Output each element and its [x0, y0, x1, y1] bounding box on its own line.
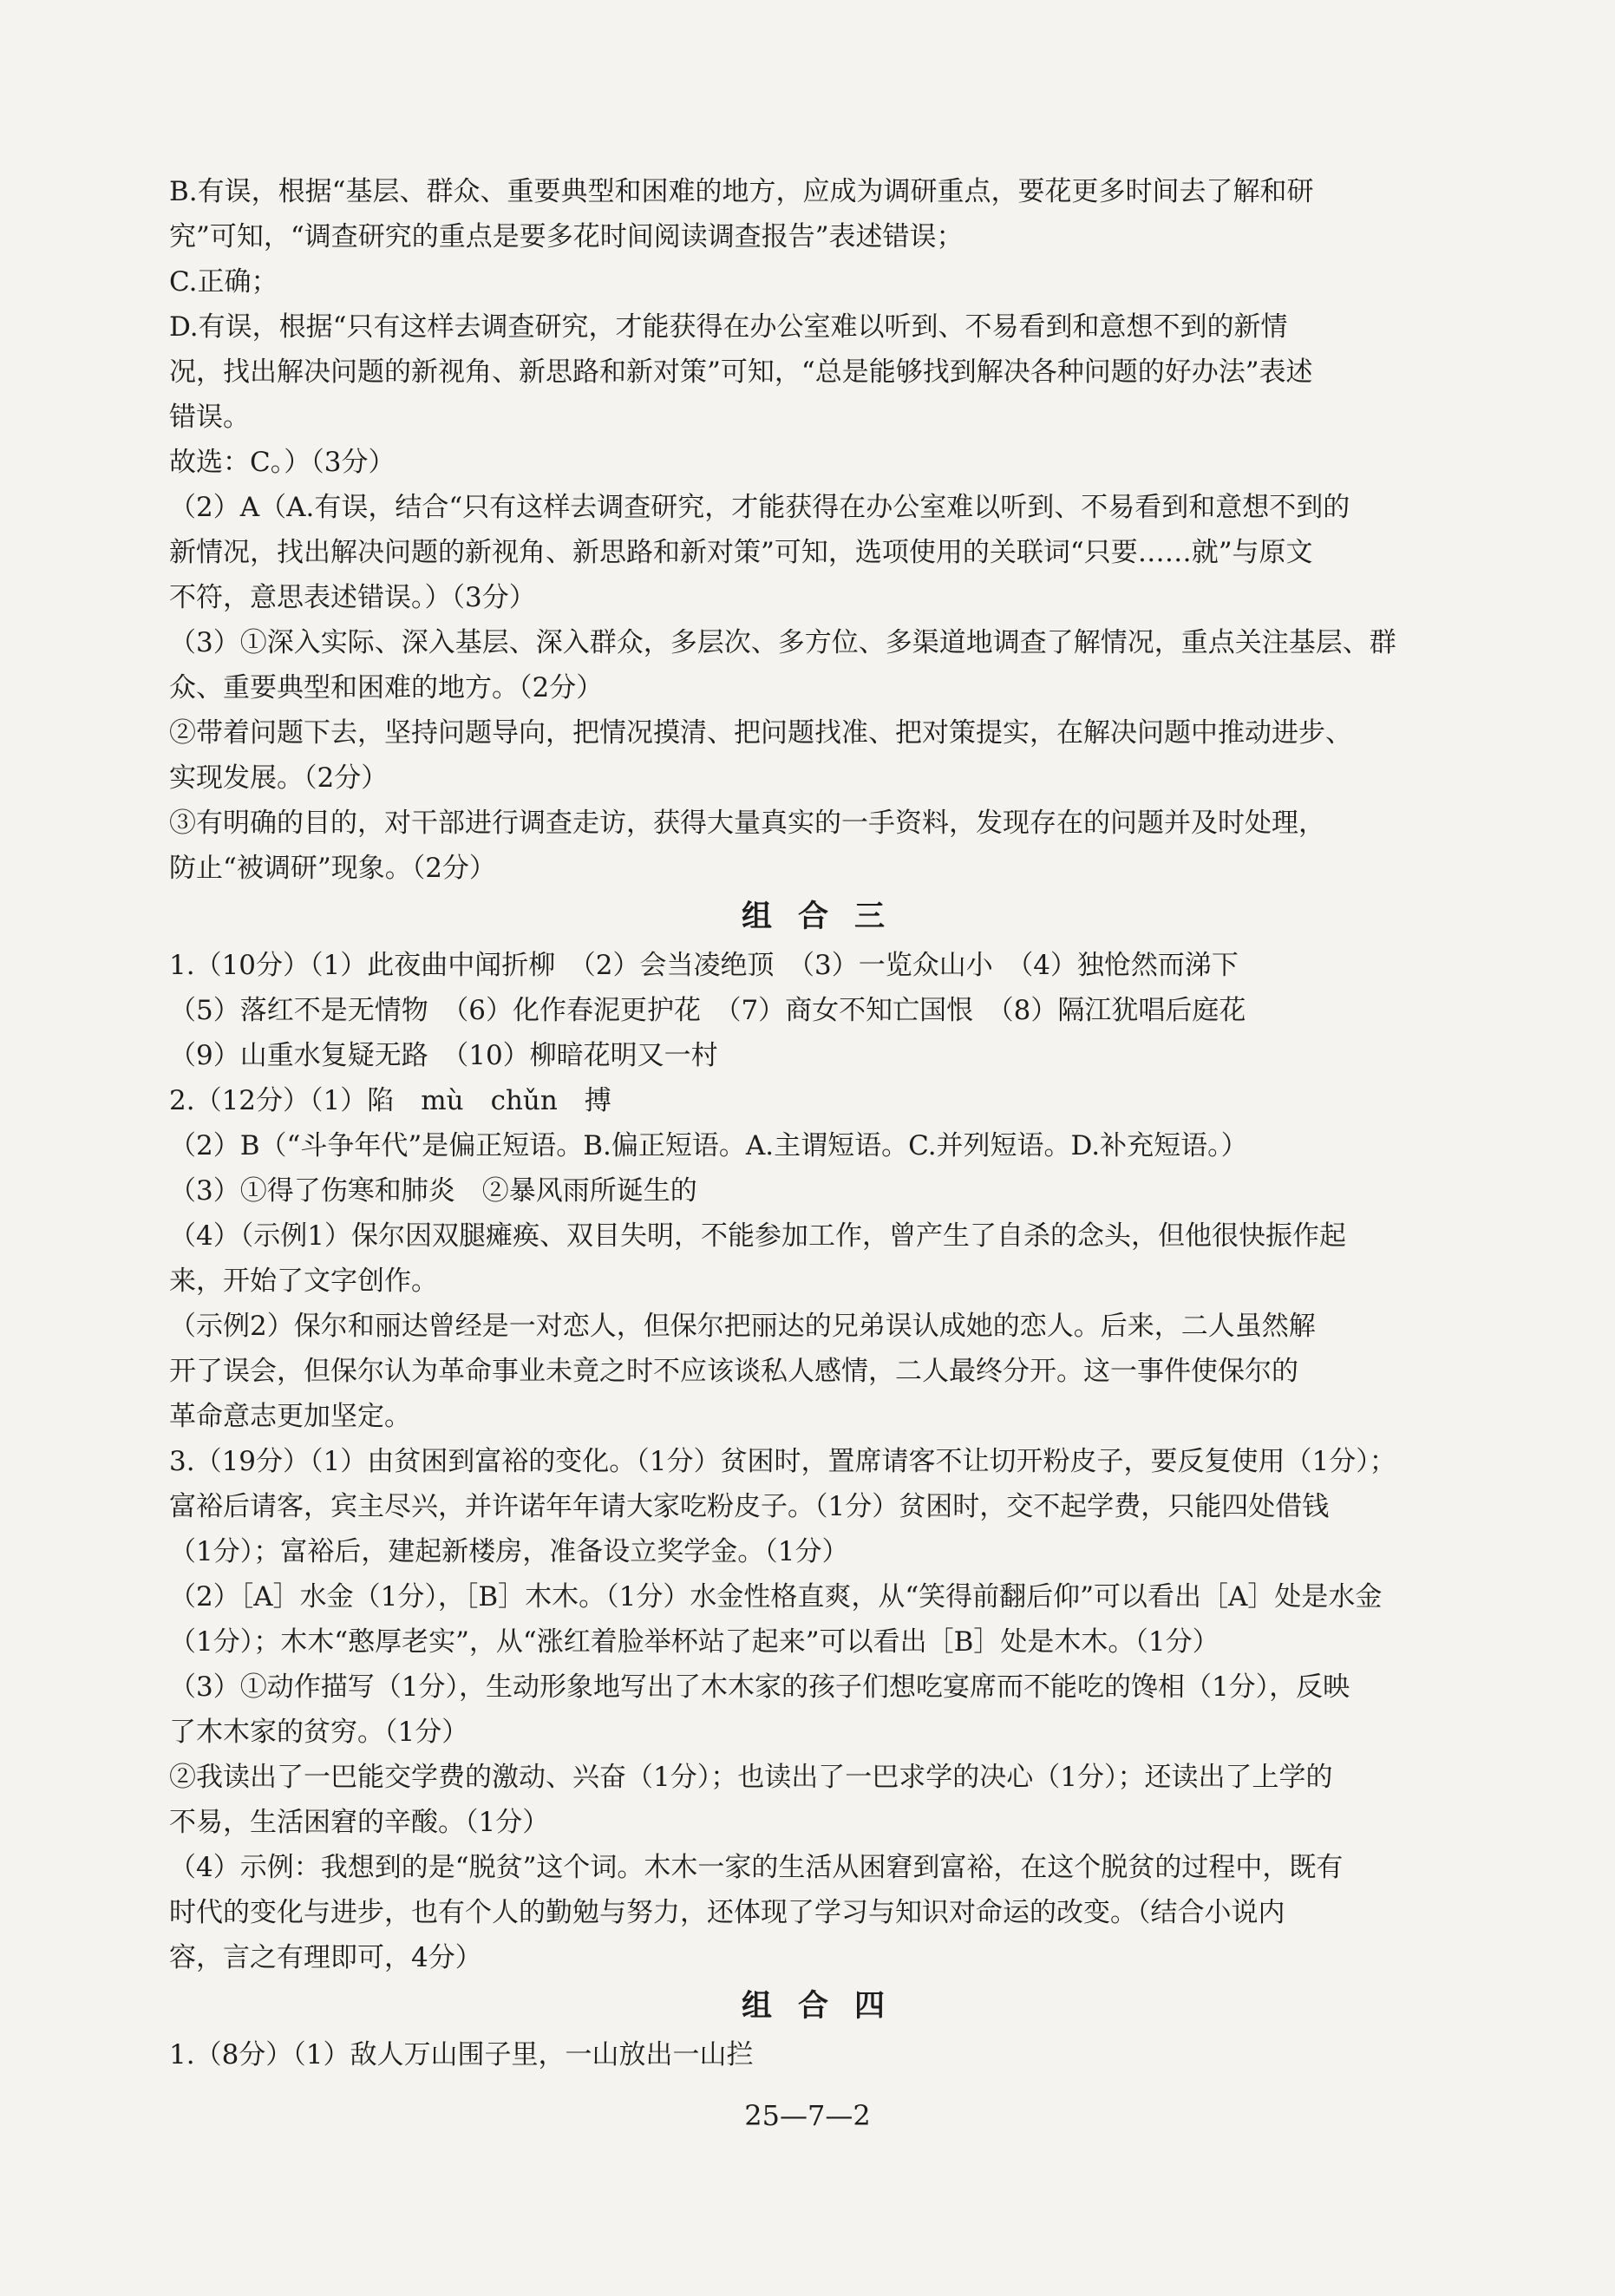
text-line: 3.（19分）（1）由贫困到富裕的变化。（1分）贫困时，置席请客不让切开粉皮子，要反复使用（1分）；: [169, 1446, 1396, 1477]
text-line: 错误。: [169, 402, 250, 433]
text-line: 了木木家的贫穷。（1分）: [169, 1717, 469, 1748]
page-number: 25—7—2: [744, 2099, 871, 2132]
text-line: ③有明确的目的，对干部进行调查走访，获得大量真实的一手资料，发现存在的问题并及时处理，: [169, 808, 1325, 839]
answer-content: [169, 169, 1483, 2077]
text-line: ②我读出了一巴能交学费的激动、兴奋（1分）；也读出了一巴求学的决心（1分）；还读出了上学的: [169, 1762, 1333, 1793]
text-line: 新情况，找出解决问题的新视角、新思路和新对策”可知，选项使用的关联词“只要……就”与原文: [169, 537, 1313, 568]
text-line: （9）山重水复疑无路 （10）柳暗花明又一村: [169, 1040, 718, 1071]
text-line: （示例2）保尔和丽达曾经是一对恋人，但保尔把丽达的兄弟误认成她的恋人。后来，二人虽然解: [169, 1311, 1316, 1342]
text-line: 究”可知，“调查研究的重点是要多花时间阅读调查报告”表述错误；: [169, 221, 964, 252]
section-heading-4: 组合四: [741, 1989, 911, 2024]
section-3: [169, 943, 1483, 1980]
text-line: 不符，意思表述错误。）（3分）: [169, 582, 536, 613]
text-line: （2）B（“斗争年代”是偏正短语。B.偏正短语。A.主谓短语。C.并列短语。D.补充短语。）: [169, 1130, 1248, 1161]
text-line: 况，找出解决问题的新视角、新思路和新对策”可知，“总是能够找到解决各种问题的好办法”表述: [169, 357, 1313, 388]
text-line: 1.（10分）（1）此夜曲中闻折柳 （2）会当凌绝顶 （3）一览众山小 （4）独怆然而涕下: [169, 950, 1239, 981]
text-line: 来，开始了文字创作。: [169, 1266, 438, 1297]
text-line: B.有误，根据“基层、群众、重要典型和困难的地方，应成为调研重点，要花更多时间去了解和研: [169, 176, 1314, 207]
section-2-continuation: [169, 169, 1483, 891]
section-heading-3: 组合三: [741, 899, 911, 934]
text-line: （4）（示例1）保尔因双腿瘫痪、双目失明，不能参加工作，曾产生了自杀的念头，但他很快振作起: [169, 1220, 1346, 1252]
text-line: 容，言之有理即可，4分）: [169, 1942, 482, 1973]
section-4: [169, 2032, 1483, 2077]
text-line: 实现发展。（2分）: [169, 762, 389, 794]
text-line: ②带着问题下去，坚持问题导向，把情况摸清、把问题找准、把对策提实，在解决问题中推动进步、: [169, 717, 1352, 749]
text-line: （3）①深入实际、深入基层、深入群众，多层次、多方位、多渠道地调查了解情况，重点关注基层、群: [169, 627, 1396, 658]
text-line: （2）A（A.有误，结合“只有这样去调查研究，才能获得在办公室难以听到、不易看到和意想不到的: [169, 492, 1350, 523]
text-line: 不易，生活困窘的辛酸。（1分）: [169, 1807, 550, 1838]
text-line: （2）［A］水金（1分），［B］木木。（1分）水金性格直爽，从“笑得前翻后仰”可以看出［A］处是水金: [169, 1581, 1383, 1612]
text-line: 众、重要典型和困难的地方。（2分）: [169, 672, 604, 703]
text-line: （1分）；富裕后，建起新楼房，准备设立奖学金。（1分）: [169, 1536, 849, 1567]
text-line: 革命意志更加坚定。: [169, 1401, 411, 1432]
text-line: （3）①动作描写（1分），生动形象地写出了木木家的孩子们想吃宴席而不能吃的馋相（1分），反映: [169, 1671, 1350, 1703]
text-line: （1分）；木木“憨厚老实”，从“涨红着脸举杯站了起来”可以看出［B］处是木木。（1分）: [169, 1626, 1219, 1658]
text-line: C.正确；: [169, 266, 278, 298]
text-line: 开了误会，但保尔认为革命事业未竟之时不应该谈私人感情，二人最终分开。这一事件使保尔的: [169, 1356, 1298, 1387]
text-line: 富裕后请客，宾主尽兴，并许诺年年请大家吃粉皮子。（1分）贫困时，交不起学费，只能四处借钱: [169, 1491, 1330, 1522]
text-line: 2.（12分）（1）陷 mù chǔn 搏: [169, 1085, 611, 1116]
text-line: 故选：C。）（3分）: [169, 447, 396, 478]
text-line: 1.（8分）（1）敌人万山围子里，一山放出一山拦: [169, 2039, 754, 2070]
text-line: D.有误，根据“只有这样去调查研究，才能获得在办公室难以听到、不易看到和意想不到的新情: [169, 311, 1288, 343]
text-line: 防止“被调研”现象。（2分）: [169, 853, 496, 884]
text-line: 时代的变化与进步，也有个人的勤勉与努力，还体现了学习与知识对命运的改变。（结合小说内: [169, 1897, 1285, 1928]
text-line: （4）示例：我想到的是“脱贫”这个词。木木一家的生活从困窘到富裕，在这个脱贫的过程中，既有: [169, 1852, 1344, 1883]
text-line: （3）①得了伤寒和肺炎 ②暴风雨所诞生的: [169, 1175, 697, 1207]
text-line: （5）落红不是无情物 （6）化作春泥更护花 （7）商女不知亡国恨 （8）隔江犹唱后庭花: [169, 995, 1246, 1026]
